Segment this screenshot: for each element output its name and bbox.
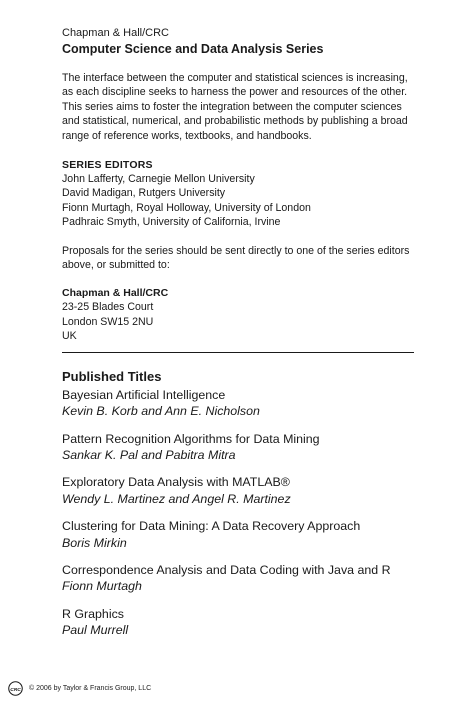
- address-line: 23-25 Blades Court: [62, 301, 154, 314]
- address-line: UK: [62, 330, 77, 343]
- proposals-text: Proposals for the series should be sent directly to one of the series editors above, or submitted to:: [62, 244, 410, 272]
- book-authors: Boris Mirkin: [62, 535, 127, 550]
- book-entry: [62, 474, 414, 507]
- svg-text:CRC: CRC: [10, 687, 21, 693]
- book-authors: Paul Murrell: [62, 623, 129, 638]
- series-editors-heading: SERIES EDITORS: [62, 159, 153, 172]
- book-title: Exploratory Data Analysis with MATLAB®: [62, 475, 290, 490]
- book-authors: Sankar K. Pal and Pabitra Mitra: [62, 447, 236, 462]
- book-authors: Kevin B. Korb and Ann E. Nicholson: [62, 404, 260, 419]
- publisher-name: Chapman & Hall/CRC: [62, 27, 169, 39]
- editor-item: David Madigan, Rutgers University: [62, 187, 226, 200]
- book-entry: [62, 387, 414, 420]
- book-authors: Fionn Murtagh: [62, 579, 142, 594]
- book-entry: [62, 606, 414, 639]
- copyright-text: © 2006 by Taylor & Francis Group, LLC: [29, 685, 152, 692]
- book-title: Bayesian Artificial Intelligence: [62, 387, 226, 402]
- crc-press-logo-icon: [8, 681, 23, 696]
- series-page: [62, 26, 414, 650]
- published-titles-heading: Published Titles: [62, 368, 162, 384]
- book-entry: [62, 562, 414, 595]
- book-title: Clustering for Data Mining: A Data Recovery Approach: [62, 519, 361, 534]
- book-entry: [62, 431, 414, 464]
- series-description: The interface between the computer and statistical sciences is increasing, as each discipline seeks to harness the power and resources of the other. This series aims to foster the integration between the computer sciences and statistical, numerical, and probabilistic methods by publishing a broad range of reference works, textbooks, and handbooks.: [62, 72, 408, 142]
- copyright-footer: [8, 681, 151, 696]
- book-authors: Wendy L. Martinez and Angel R. Martinez: [62, 491, 291, 506]
- series-editors-list: [62, 172, 414, 230]
- book-title: Correspondence Analysis and Data Coding with Java and R: [62, 562, 391, 577]
- book-title: Pattern Recognition Algorithms for Data Mining: [62, 431, 320, 446]
- section-divider: [62, 352, 414, 353]
- address-line: London SW15 2NU: [62, 315, 154, 328]
- editor-item: Fionn Murtagh, Royal Holloway, University of London: [62, 201, 311, 214]
- postal-address: [62, 300, 414, 343]
- editor-item: John Lafferty, Carnegie Mellon University: [62, 173, 255, 186]
- address-heading: Chapman & Hall/CRC: [62, 287, 169, 300]
- book-title: R Graphics: [62, 606, 124, 621]
- editor-item: Padhraic Smyth, University of California, Irvine: [62, 216, 281, 229]
- published-titles-list: [62, 387, 414, 639]
- book-entry: [62, 518, 414, 551]
- series-title: Computer Science and Data Analysis Series: [62, 42, 324, 56]
